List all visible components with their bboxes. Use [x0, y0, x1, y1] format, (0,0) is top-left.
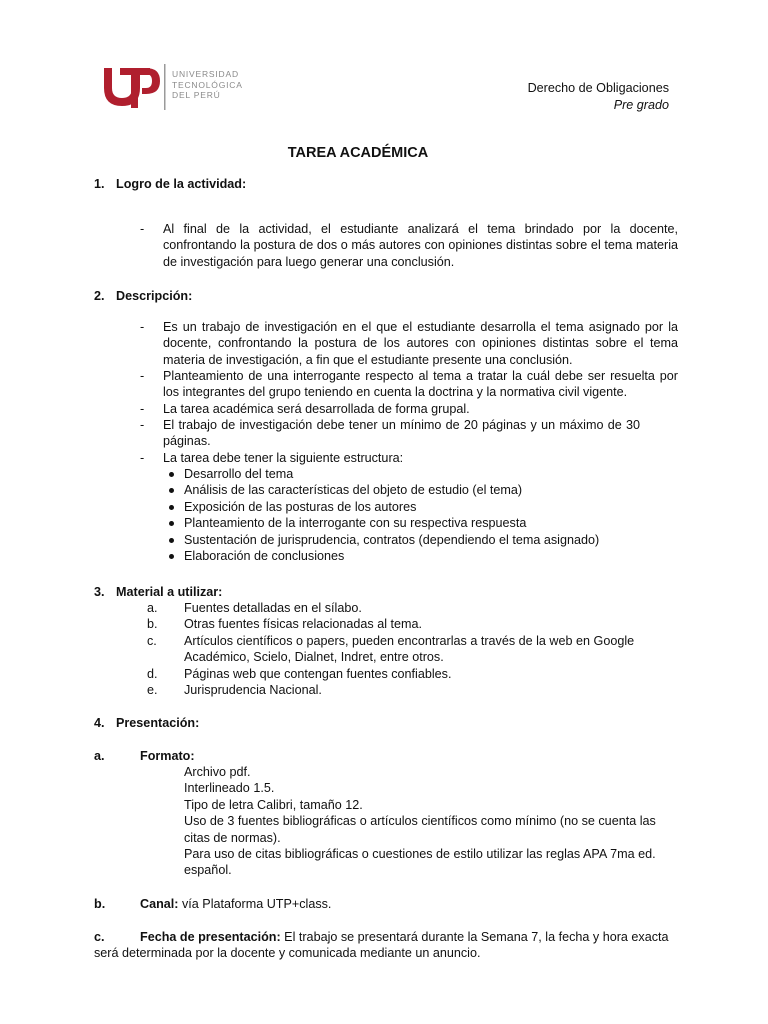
list-item: b. Otras fuentes físicas relacionadas al tema.: [147, 617, 422, 632]
list-item: - La tarea debe tener la siguiente estructura:: [140, 451, 404, 465]
format-line: Archivo pdf.: [184, 765, 251, 779]
list-item: e. Jurisprudencia Nacional.: [147, 683, 322, 698]
format-line: Para uso de citas bibliográficas o cuestiones de estilo utilizar las reglas APA 7ma ed. español.: [184, 847, 656, 878]
section-2-number: 2.: [94, 289, 105, 303]
format-line: Uso de 3 fuentes bibliográficas o artículos científicos como mínimo (no se cuenta las citas de normas).: [184, 814, 656, 845]
list-item: c. Artículos científicos o papers, pueden encontrarlas a través de la web en Google Académico, Scielo, Dialnet, Indret, entre otros.: [147, 633, 635, 665]
section-4-title: Presentación:: [116, 716, 200, 730]
course-name: Derecho de Obligaciones: [527, 81, 669, 95]
subsection-c-text-cont: será determinada por la docente y comunicada mediante un anuncio.: [94, 946, 481, 960]
format-line: Interlineado 1.5.: [184, 781, 275, 796]
section-1-title: Logro de la actividad:: [116, 177, 247, 191]
section-1-number: 1.: [94, 177, 105, 191]
course-level: Pre grado: [613, 98, 669, 112]
section-3-title: Material a utilizar:: [116, 585, 223, 599]
list-item: - El trabajo de investigación debe tener un mínimo de 20 páginas y un máximo de 30 páginas.: [140, 418, 640, 449]
list-item: - La tarea académica será desarrollada de forma grupal.: [140, 402, 470, 416]
course-info: [528, 80, 669, 114]
format-requirements: [184, 764, 678, 879]
subsection-a-letter: a.: [94, 749, 105, 763]
document-title: TAREA ACADÉMICA: [287, 145, 429, 161]
materials-list: [147, 600, 677, 698]
section-3-number: 3.: [94, 585, 105, 599]
subsection-c-text: Fecha de presentación: El trabajo se presentará durante la Semana 7, la fecha y hora exacta: [140, 930, 669, 944]
list-item: - Planteamiento de una interrogante respecto al tema a tratar la cuál debe ser resuelta por los integrantes del grupo teniendo en cuenta la doctrina y la normativa civil vigente.: [140, 369, 678, 400]
university-name: UNIVERSIDAD TECNOLÓGICA DEL PERÚ: [172, 69, 243, 100]
list-item: - Es un trabajo de investigación en el que el estudiante desarrolla el tema asignado por la docente, confrontando la postura de los autores con opiniones distintas sobre el tema materia de investigación, a fin que el estudiante presente una conclusión.: [140, 320, 678, 367]
format-line: Tipo de letra Calibri, tamaño 12.: [184, 797, 363, 812]
subsection-a-label: Formato:: [140, 749, 195, 763]
list-item: - Al final de la actividad, el estudiante analizará el tema brindado por la docente, confrontando la postura de dos o más autores con opiniones distintas sobre el tema materia de investigación para luego generar una conclusión.: [140, 222, 678, 269]
document-page: UNIVERSIDAD TECNOLÓGICA DEL PERÚ Derecho de Obligaciones Pre grado TAREA ACADÉMICA 1. Logro de la actividad: - Al final de la actividad, el estudiante analizará el tema brindado por la docente, confrontando la postura de dos o más autores con opiniones distintas sobre el tema materia de investigación para luego generar una conclusión. 2. Descripción: - Es un trabajo de investigación en el que el estudiante desarrolla el tema asignado por la docente, confrontando la postura de los autores con opiniones distintas sobre el tema materia de investigación, a fin que el estudiante presente una conclusión. - Planteamiento de una interrogante respecto al tema a tratar la cuál debe ser resuelta por los integrantes del grupo teniendo en cuenta la doctrina y la normativa civil vigente. - La tarea académica será desarrollada de forma grupal. - El trabajo de investigación debe tener un mínimo de 20 páginas y un máximo de 30 páginas. - La tarea debe tener la siguiente estructura: Desarrollo del tema Análisis de las características del objeto de estudio (el tema) Exposición de las posturas de los autores Planteamiento de la interrogante con su respectiva respuesta Sustentación de jurisprudencia, contratos (dependiendo el tema asignado) Elaboración de conclusiones 3. Material a utilizar: a. Fuentes detalladas en el sílabo. b. Otras fuentes físicas relacionadas al tema. c. Artículos científicos o papers, pueden encontrarlas a través de la web en Google Académico, Scielo, Dialnet, Indret, entre otros. d. Páginas web que contengan fuentes confiables. e. Jurisprudencia Nacional. 4. Presentación: a. Formato: Archivo pdf. Interlineado 1.5. Tipo de letra Calibri, tamaño 12. Uso de 3 fuentes bibliográficas o artículos científicos como mínimo (no se cuenta las citas de normas). Para uso de citas bibliográficas o cuestiones de estilo utilizar las reglas APA 7ma ed. español. b. Canal: vía Plataforma UTP+class. c. Fecha de presentación: El trabajo se presentará durante la Semana 7, la fecha y hora exacta será determinada por la docente y comunicada mediante un anuncio.: [0, 0, 768, 1024]
subsection-b-letter: b.: [94, 897, 106, 911]
list-item: a. Fuentes detalladas en el sílabo.: [147, 601, 362, 615]
section-2-title: Descripción:: [116, 289, 193, 303]
section-4-number: 4.: [94, 716, 105, 730]
list-item: d. Páginas web que contengan fuentes confiables.: [147, 666, 452, 681]
subsection-c-letter: c.: [94, 930, 105, 944]
subsection-b-text: Canal: vía Plataforma UTP+class.: [140, 897, 332, 911]
